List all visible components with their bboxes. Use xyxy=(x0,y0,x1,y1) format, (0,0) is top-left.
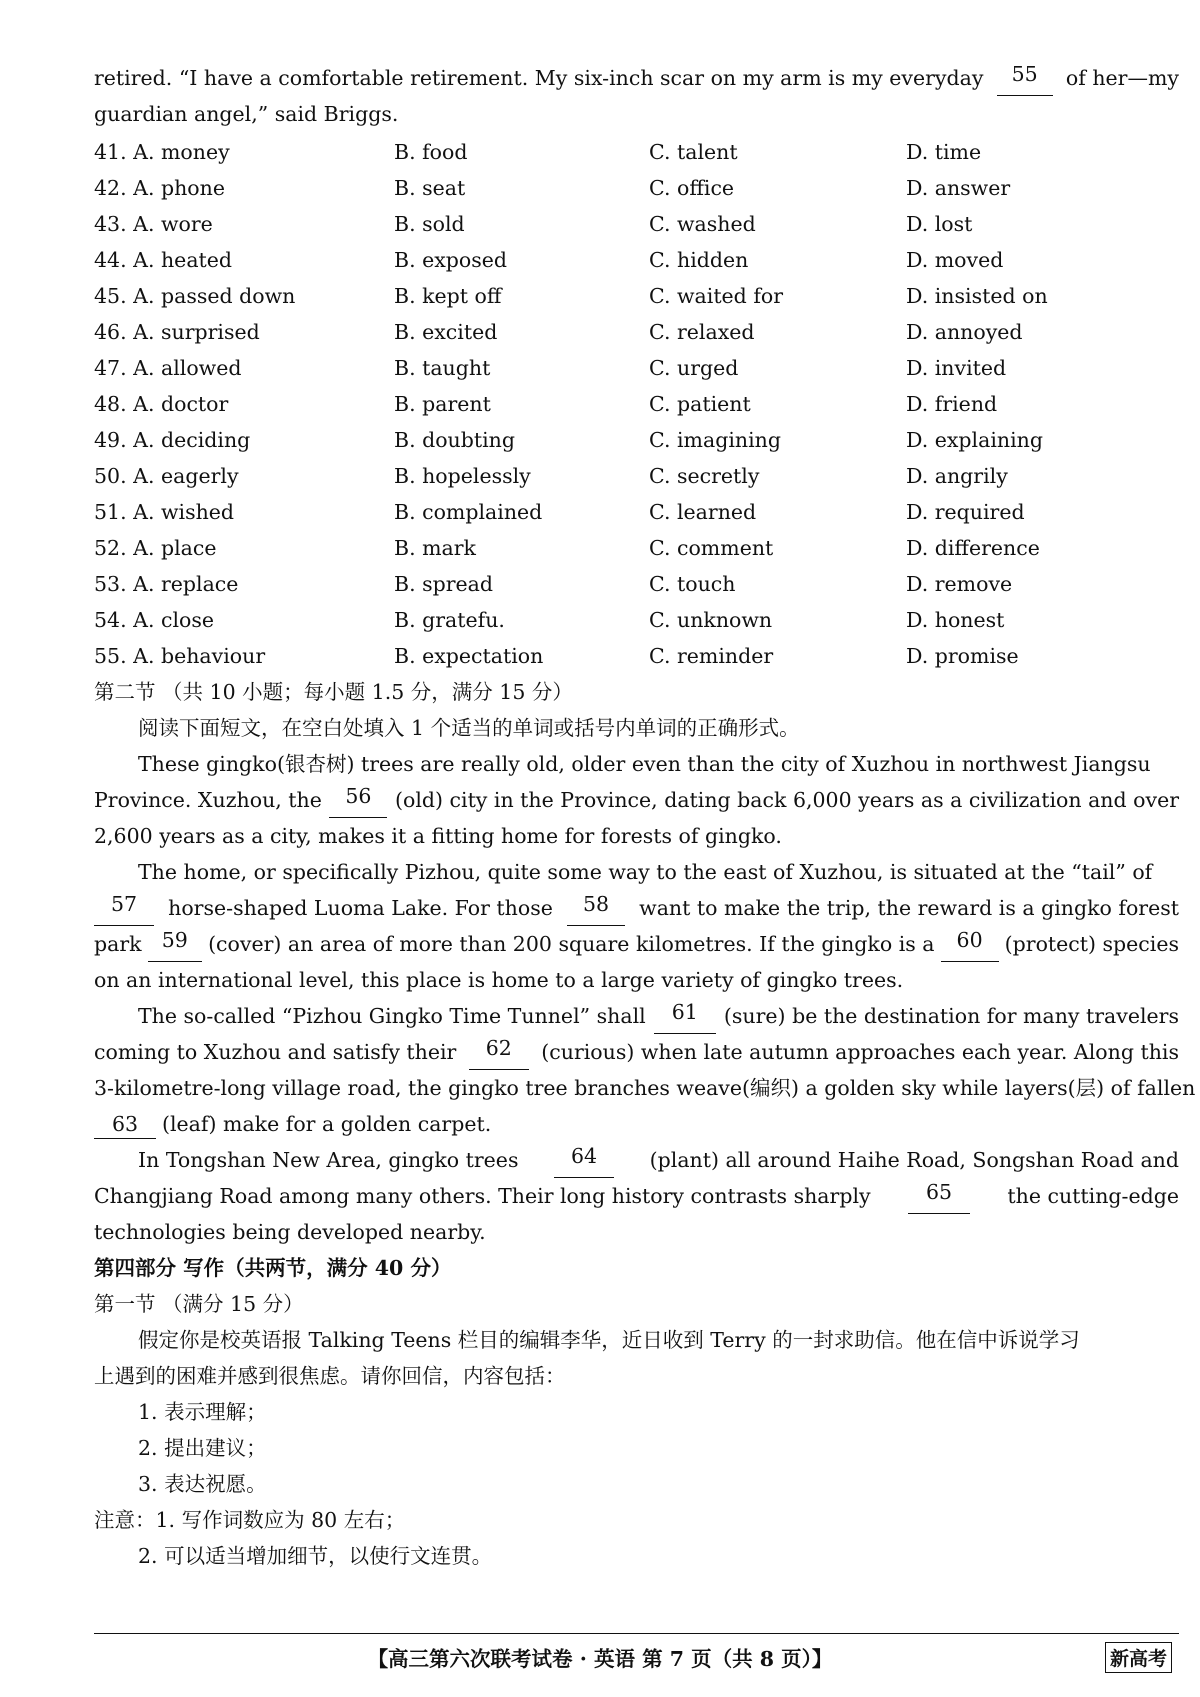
option-d: D. moved xyxy=(906,248,1004,272)
option-c: C. reminder xyxy=(649,644,774,668)
passage-text: (old) city in the Province, dating back 6,000 years as a civilization and over xyxy=(395,788,1179,812)
page-footer: 【高三第六次联考试卷 · 英语 第 7 页（共 8 页）】 xyxy=(367,1647,833,1671)
option-row xyxy=(94,350,1179,386)
task-item: 2. 提出建议； xyxy=(138,1436,267,1460)
note-text: 2. 可以适当增加细节，以使行文连贯。 xyxy=(138,1544,493,1568)
answer-blank-65: 65 xyxy=(908,1178,970,1214)
answer-blank-55: 55 xyxy=(997,60,1053,96)
passage-line xyxy=(94,746,1179,782)
question-number: 54. xyxy=(94,608,127,632)
option-d: D. difference xyxy=(906,536,1040,560)
option-b: B. exposed xyxy=(394,248,508,272)
option-a-text: A. money xyxy=(133,140,230,164)
passage-line xyxy=(94,854,1179,890)
question-number: 49. xyxy=(94,428,127,452)
option-c: C. washed xyxy=(649,212,756,236)
option-row xyxy=(94,494,1179,530)
passage-line xyxy=(94,60,1179,96)
option-c: C. secretly xyxy=(649,464,760,488)
answer-blank-60: 60 xyxy=(941,926,999,962)
option-row xyxy=(94,566,1179,602)
option-a-text: A. doctor xyxy=(133,392,229,416)
question-number: 51. xyxy=(94,500,127,524)
part-heading: 第四部分 写作（共两节，满分 40 分） xyxy=(94,1256,452,1280)
option-c: C. urged xyxy=(649,356,739,380)
option-row xyxy=(94,242,1179,278)
option-c: C. comment xyxy=(649,536,774,560)
option-a-text: A. phone xyxy=(133,176,225,200)
option-row xyxy=(94,314,1179,350)
option-c: C. relaxed xyxy=(649,320,755,344)
question-number: 53. xyxy=(94,572,127,596)
option-a xyxy=(94,422,394,458)
passage-text: (leaf) make for a golden carpet. xyxy=(162,1112,492,1136)
option-b: B. complained xyxy=(394,500,543,524)
option-b: B. sold xyxy=(394,212,465,236)
option-a xyxy=(94,638,394,674)
option-a xyxy=(94,350,394,386)
answer-blank-56: 56 xyxy=(329,782,387,818)
passage-text: (sure) be the destination for many travelers xyxy=(723,1004,1179,1028)
option-a-text: A. eagerly xyxy=(133,464,239,488)
passage-line xyxy=(94,1178,1179,1214)
option-c: C. imagining xyxy=(649,428,781,452)
option-b: B. seat xyxy=(394,176,466,200)
answer-blank-59: 59 xyxy=(148,926,202,962)
option-a-text: A. passed down xyxy=(133,284,296,308)
option-a-text: A. close xyxy=(133,608,215,632)
option-a xyxy=(94,134,394,170)
passage-text: want to make the trip, the reward is a gingko forest xyxy=(639,896,1179,920)
passage-text: (plant) all around Haihe Road, Songshan Road and xyxy=(649,1148,1179,1172)
option-b: B. gratefu. xyxy=(394,608,505,632)
passage-text: 3-kilometre-long village road, the gingko tree branches weave(编织) a golden sky while layers(层) of fallen xyxy=(94,1076,1196,1100)
option-b: B. kept off xyxy=(394,284,502,308)
option-d: D. promise xyxy=(906,644,1019,668)
passage-text: (curious) when late autumn approaches each year. Along this xyxy=(541,1040,1179,1064)
passage-text: The so-called “Pizhou Gingko Time Tunnel” shall xyxy=(138,1004,646,1028)
option-c: C. touch xyxy=(649,572,736,596)
passage-text: These gingko(银杏树) trees are really old, older even than the city of Xuzhou in northwest Jiangsu xyxy=(138,752,1151,776)
option-a xyxy=(94,566,394,602)
question-number: 55. xyxy=(94,644,127,668)
option-d: D. answer xyxy=(906,176,1011,200)
passage-text: technologies being developed nearby. xyxy=(94,1220,486,1244)
passage-text: (cover) an area of more than 200 square kilometres. If the gingko is a xyxy=(208,932,935,956)
passage-text: park xyxy=(94,932,142,956)
question-number: 46. xyxy=(94,320,127,344)
option-d: D. explaining xyxy=(906,428,1043,452)
option-d: D. required xyxy=(906,500,1025,524)
footer-divider xyxy=(94,1633,1179,1634)
option-row xyxy=(94,422,1179,458)
option-d: D. invited xyxy=(906,356,1007,380)
question-number: 41. xyxy=(94,140,127,164)
option-a-text: A. replace xyxy=(133,572,239,596)
option-d: D. honest xyxy=(906,608,1005,632)
answer-blank-57: 57 xyxy=(94,890,154,926)
passage-line xyxy=(94,926,1179,962)
question-number: 43. xyxy=(94,212,127,236)
question-number: 47. xyxy=(94,356,127,380)
option-b: B. doubting xyxy=(394,428,516,452)
option-b: B. hopelessly xyxy=(394,464,531,488)
passage-line xyxy=(94,998,1179,1034)
option-b: B. parent xyxy=(394,392,491,416)
task-text: 假定你是校英语报 Talking Teens 栏目的编辑李华，近日收到 Terry 的一封求助信。他在信中诉说学习 xyxy=(138,1328,1080,1352)
option-a-text: A. wore xyxy=(133,212,213,236)
passage-text: (protect) species xyxy=(1004,932,1179,956)
option-b: B. expectation xyxy=(394,644,544,668)
section-instruction: 阅读下面短文，在空白处填入 1 个适当的单词或括号内单词的正确形式。 xyxy=(138,716,800,740)
option-b: B. spread xyxy=(394,572,494,596)
option-a-text: A. wished xyxy=(133,500,235,524)
option-b: B. excited xyxy=(394,320,498,344)
option-c: C. waited for xyxy=(649,284,784,308)
option-a xyxy=(94,494,394,530)
option-d: D. time xyxy=(906,140,982,164)
question-number: 45. xyxy=(94,284,127,308)
passage-text: horse-shaped Luoma Lake. For those xyxy=(168,896,553,920)
option-d: D. friend xyxy=(906,392,998,416)
option-a xyxy=(94,242,394,278)
answer-blank-64: 64 xyxy=(554,1142,614,1178)
answer-blank-58: 58 xyxy=(567,890,625,926)
answer-blank-62: 62 xyxy=(469,1034,529,1070)
option-c: C. talent xyxy=(649,140,738,164)
passage-text: on an international level, this place is home to a large variety of gingko trees. xyxy=(94,968,904,992)
passage-line xyxy=(94,1034,1179,1070)
question-number: 44. xyxy=(94,248,127,272)
passage-text: retired. “I have a comfortable retirement. My six-inch scar on my arm is my everyday xyxy=(94,66,984,90)
option-d: D. remove xyxy=(906,572,1013,596)
passage-text: Province. Xuzhou, the xyxy=(94,788,322,812)
note-text: 注意：1. 写作词数应为 80 左右； xyxy=(94,1508,406,1532)
options-table xyxy=(94,134,1179,674)
passage-text: Changjiang Road among many others. Their long history contrasts sharply xyxy=(94,1184,871,1208)
option-row xyxy=(94,278,1179,314)
option-row xyxy=(94,458,1179,494)
passage-line xyxy=(94,1106,1179,1142)
answer-blank-63: 63 xyxy=(94,1110,156,1139)
option-b: B. food xyxy=(394,140,468,164)
task-text: 上遇到的困难并感到很焦虑。请你回信，内容包括： xyxy=(94,1364,566,1388)
option-a xyxy=(94,602,394,638)
option-row xyxy=(94,170,1179,206)
question-number: 52. xyxy=(94,536,127,560)
option-a xyxy=(94,458,394,494)
section-heading: 第一节 （满分 15 分） xyxy=(94,1292,304,1316)
passage-text: of her—my xyxy=(1065,66,1179,90)
option-d: D. lost xyxy=(906,212,973,236)
exam-badge: 新高考 xyxy=(1105,1642,1172,1673)
question-number: 42. xyxy=(94,176,127,200)
option-a-text: A. behaviour xyxy=(133,644,266,668)
option-a-text: A. allowed xyxy=(133,356,242,380)
option-d: D. insisted on xyxy=(906,284,1048,308)
option-a xyxy=(94,530,394,566)
question-number: 50. xyxy=(94,464,127,488)
option-c: C. patient xyxy=(649,392,751,416)
option-a-text: A. surprised xyxy=(133,320,260,344)
passage-text: guardian angel,” said Briggs. xyxy=(94,102,399,126)
option-d: D. angrily xyxy=(906,464,1008,488)
option-c: C. hidden xyxy=(649,248,749,272)
passage-line xyxy=(94,1070,1196,1106)
question-number: 48. xyxy=(94,392,127,416)
task-item: 1. 表示理解； xyxy=(138,1400,267,1424)
answer-blank-61: 61 xyxy=(654,998,716,1034)
option-d: D. annoyed xyxy=(906,320,1023,344)
option-a xyxy=(94,314,394,350)
passage-text: The home, or specifically Pizhou, quite some way to the east of Xuzhou, is situated at the “tail” of xyxy=(138,860,1153,884)
passage-line xyxy=(94,1142,1179,1178)
section-heading: 第二节 （共 10 小题；每小题 1.5 分，满分 15 分） xyxy=(94,680,573,704)
option-a xyxy=(94,170,394,206)
option-b: B. mark xyxy=(394,536,476,560)
option-c: C. unknown xyxy=(649,608,773,632)
passage-text: coming to Xuzhou and satisfy their xyxy=(94,1040,457,1064)
option-a xyxy=(94,206,394,242)
task-item: 3. 表达祝愿。 xyxy=(138,1472,267,1496)
passage-line xyxy=(94,782,1179,818)
passage-text: In Tongshan New Area, gingko trees xyxy=(138,1148,519,1172)
passage-text: 2,600 years as a city, makes it a fitting home for forests of gingko. xyxy=(94,824,782,848)
exam-page xyxy=(94,60,1196,1574)
option-row xyxy=(94,386,1179,422)
option-row xyxy=(94,638,1179,674)
option-row xyxy=(94,134,1179,170)
option-a-text: A. place xyxy=(133,536,217,560)
passage-line xyxy=(94,890,1179,926)
option-a-text: A. deciding xyxy=(133,428,251,452)
option-row xyxy=(94,206,1179,242)
option-a-text: A. heated xyxy=(133,248,233,272)
option-row xyxy=(94,530,1179,566)
option-a xyxy=(94,278,394,314)
option-c: C. office xyxy=(649,176,735,200)
passage-text: the cutting-edge xyxy=(1007,1184,1179,1208)
option-a xyxy=(94,386,394,422)
option-b: B. taught xyxy=(394,356,491,380)
option-c: C. learned xyxy=(649,500,757,524)
option-row xyxy=(94,602,1179,638)
